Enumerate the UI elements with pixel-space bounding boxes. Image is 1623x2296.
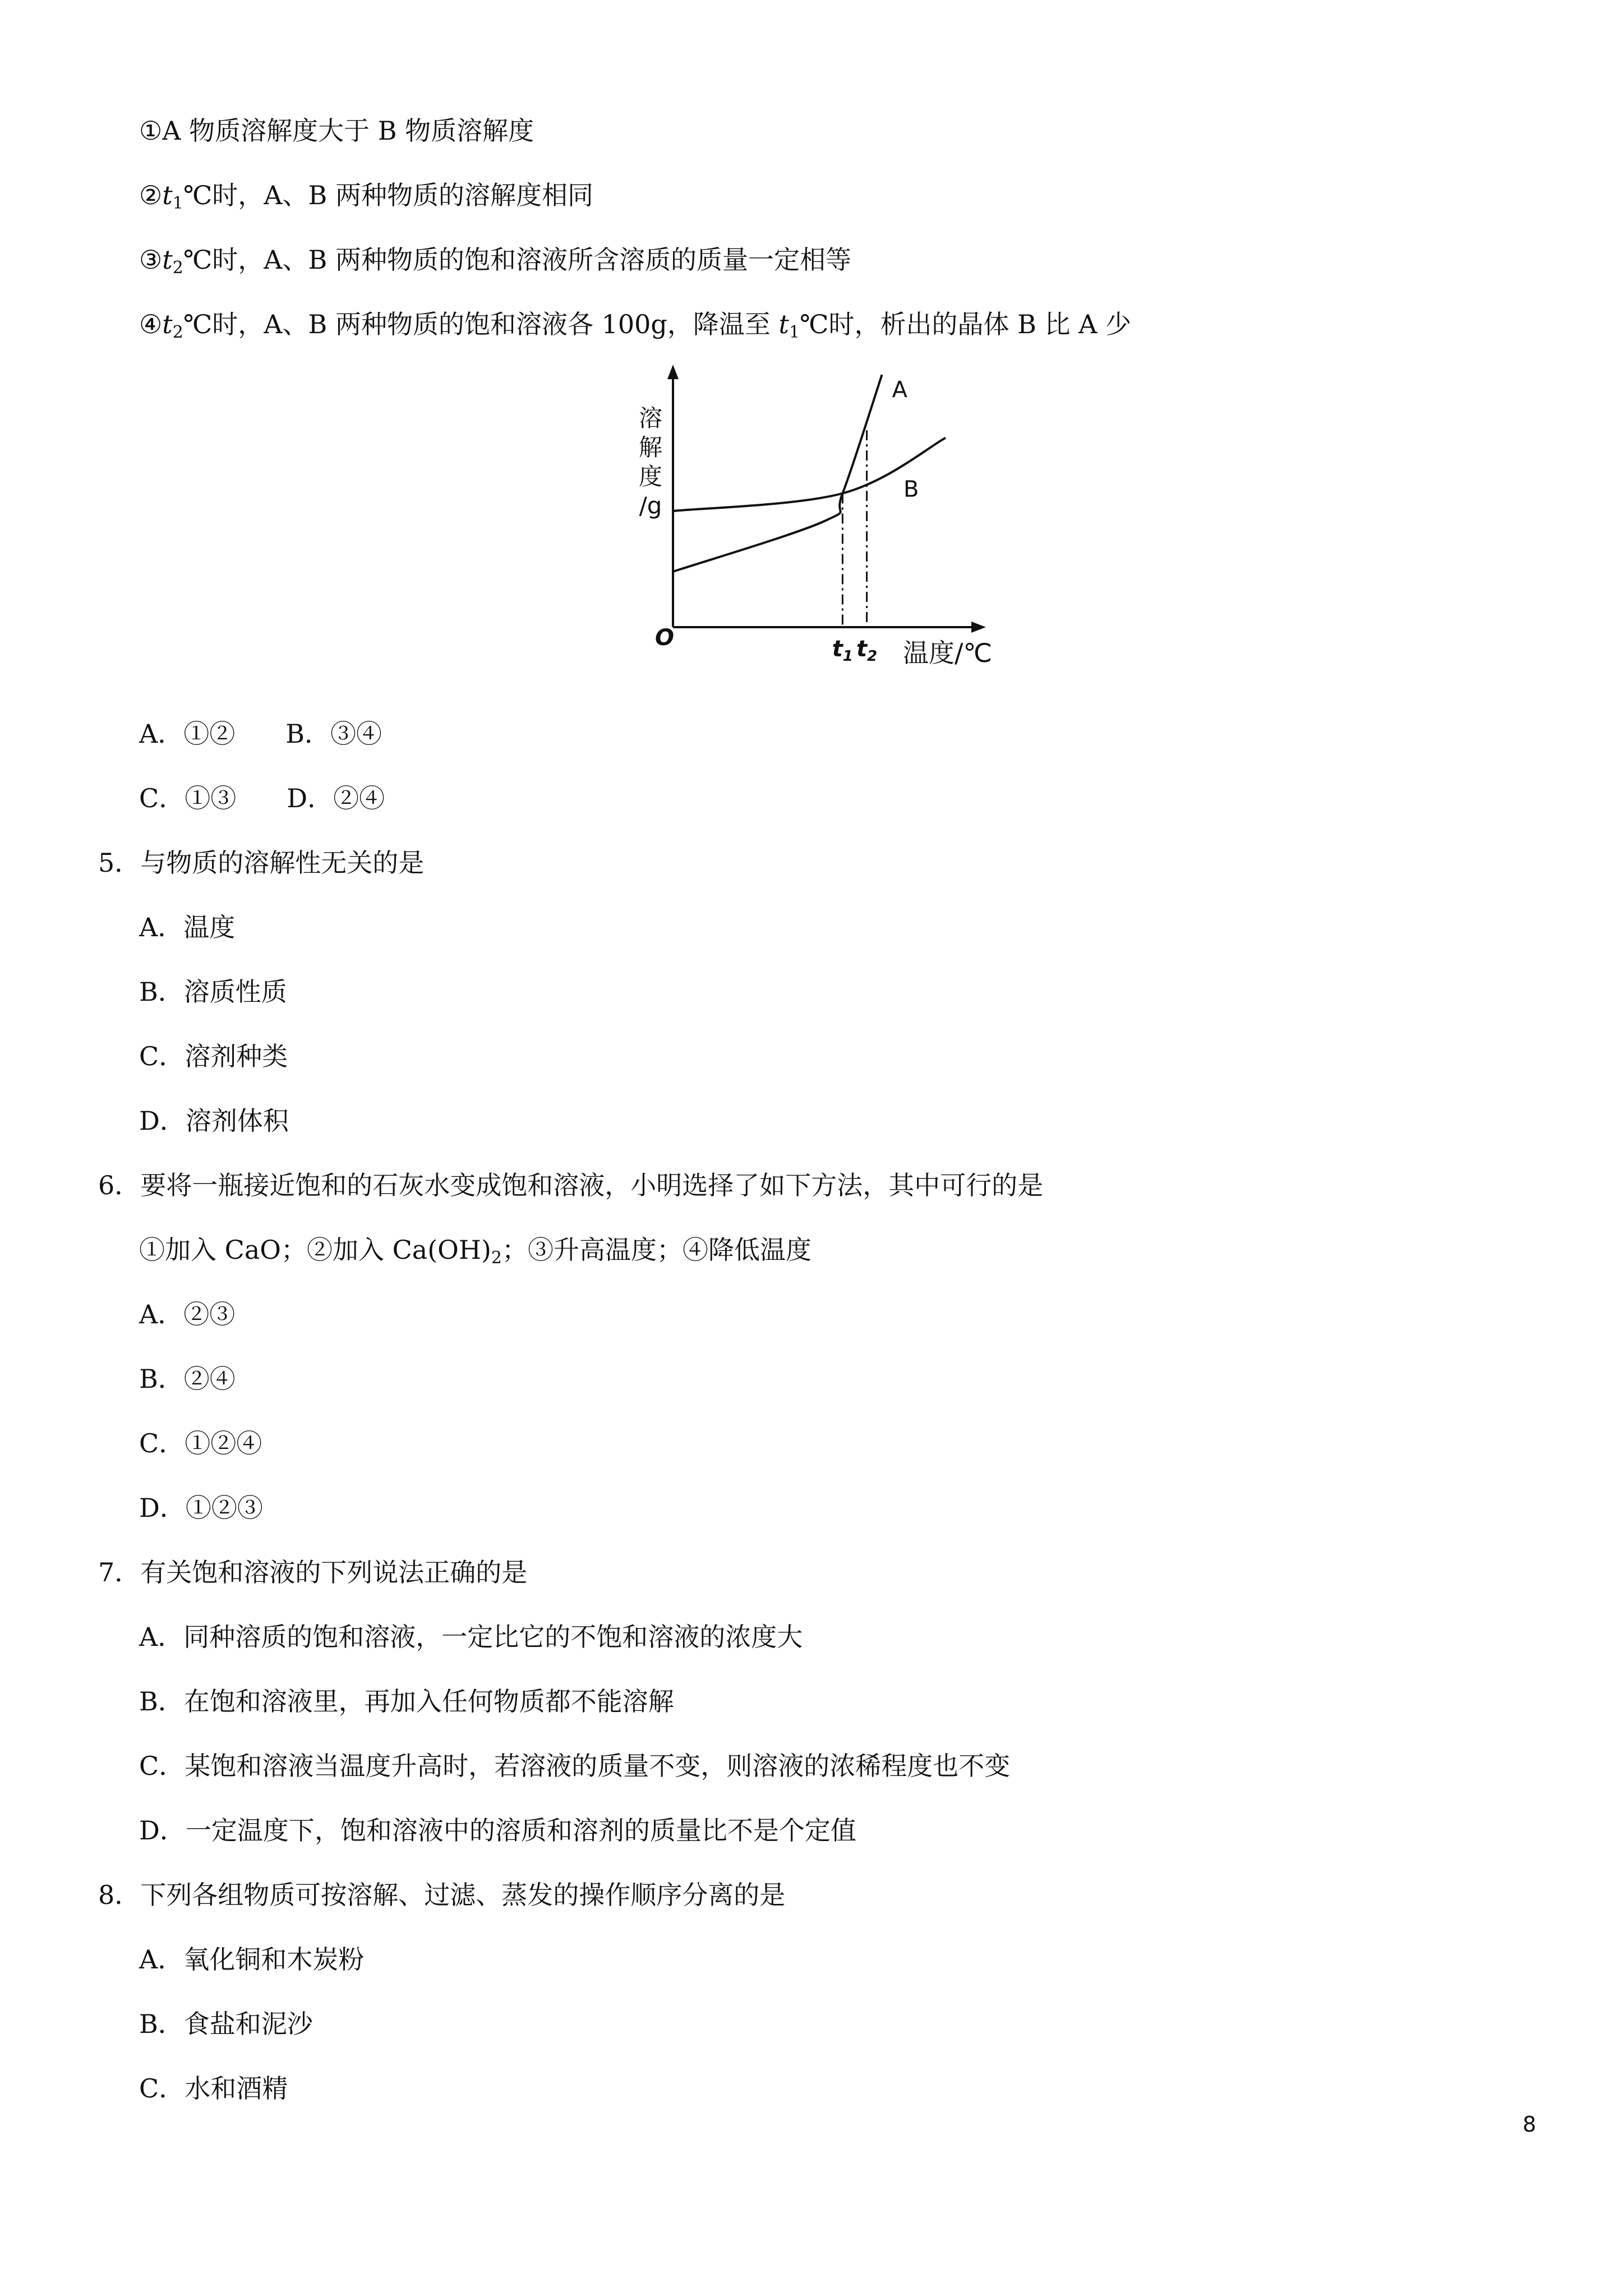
q5-option-d[interactable]: D．溶剂体积 — [139, 1106, 289, 1136]
q8-stem: 8．下列各组物质可按溶解、过滤、蒸发的操作顺序分离的是 — [98, 1880, 786, 1910]
y-label-char: /g — [639, 492, 662, 519]
statement-text: ℃时，析出的晶体 B 比 A 少 — [800, 309, 1132, 339]
y-label-char: 溶 — [638, 404, 663, 432]
y-axis-arrow — [667, 365, 679, 379]
q7-option-a[interactable]: A．同种溶质的饱和溶液，一定比它的不饱和溶液的浓度大 — [139, 1622, 803, 1652]
q6-option-d[interactable]: D．①②③ — [139, 1493, 263, 1523]
temp-subscript: 1 — [789, 323, 800, 342]
t1-tick-label: $t_1$ — [832, 636, 854, 665]
t2-tick-label: $t_2$ — [856, 636, 878, 665]
q4-statement-2 — [139, 182, 593, 212]
statement-text: ①A 物质溶解度大于 B 物质溶解度 — [139, 116, 534, 146]
y-label-char: 度 — [638, 463, 663, 490]
q5-option-c[interactable]: C．溶剂种类 — [139, 1041, 288, 1071]
q5-stem: 5．与物质的溶解性无关的是 — [98, 848, 425, 878]
temp-symbol: t — [162, 309, 173, 339]
series-b-label: B — [903, 476, 919, 503]
q8-option-a[interactable]: A．氧化铜和木炭粉 — [139, 1944, 365, 1975]
q7-stem: 7．有关饱和溶液的下列说法正确的是 — [98, 1557, 528, 1588]
temp-symbol: t — [162, 180, 173, 210]
statement-text: ℃时，A、B 两种物质的饱和溶液所含溶质的质量一定相等 — [183, 245, 851, 275]
q6-option-a[interactable]: A．②③ — [139, 1299, 236, 1329]
methods-text: ；③升高温度；④降低温度 — [502, 1235, 812, 1265]
solubility-chart — [611, 359, 1038, 679]
statement-number: ④ — [139, 309, 163, 339]
option-a[interactable]: A．①② — [139, 719, 236, 749]
x-axis-label: 温度/℃ — [903, 638, 993, 668]
statement-number: ③ — [139, 245, 163, 275]
temp-subscript: 1 — [172, 194, 183, 213]
q4-statement-4 — [139, 311, 1131, 341]
q4-options-row-2 — [139, 785, 385, 811]
x-axis-arrow — [971, 622, 986, 633]
q6-option-c[interactable]: C．①②④ — [139, 1428, 262, 1458]
series-a-line — [673, 375, 882, 572]
origin-label: O — [654, 625, 674, 651]
q6-stem: 6．要将一瓶接近饱和的石灰水变成饱和溶液，小明选择了如下方法，其中可行的是 — [98, 1170, 1044, 1200]
methods-text: ①加入 CaO；②加入 Ca(OH) — [139, 1235, 491, 1265]
q6-option-b[interactable]: B．②④ — [139, 1364, 236, 1394]
statement-number: ② — [139, 180, 163, 210]
q8-option-b[interactable]: B．食盐和泥沙 — [139, 2009, 313, 2039]
series-a-label: A — [892, 377, 907, 403]
q4-options-row-1 — [139, 721, 382, 747]
option-c[interactable]: C．①③ — [139, 783, 237, 813]
y-label-char: 解 — [638, 434, 663, 461]
q7-option-b[interactable]: B．在饱和溶液里，再加入任何物质都不能溶解 — [139, 1686, 674, 1717]
option-d[interactable]: D．②④ — [287, 783, 385, 813]
page-number: 8 — [1523, 2112, 1537, 2137]
q4-statement-3 — [139, 247, 851, 277]
temp-subscript: 2 — [172, 258, 183, 278]
statement-text: ℃时，A、B 两种物质的溶解度相同 — [183, 180, 593, 210]
option-b[interactable]: B．③④ — [285, 719, 382, 749]
formula-subscript: 2 — [491, 1248, 502, 1268]
q8-option-c[interactable]: C．水和酒精 — [139, 2073, 288, 2104]
temp-symbol: t — [778, 309, 789, 339]
q7-option-c[interactable]: C．某饱和溶液当温度升高时，若溶液的质量不变，则溶液的浓稀程度也不变 — [139, 1751, 1011, 1781]
q6-methods — [139, 1237, 811, 1267]
temp-subscript: 2 — [172, 323, 183, 342]
temp-symbol: t — [162, 245, 173, 275]
q4-statement-1 — [139, 118, 534, 144]
q5-option-a[interactable]: A．温度 — [139, 912, 236, 942]
statement-text: ℃时，A、B 两种物质的饱和溶液各 100g，降温至 — [183, 309, 779, 339]
q7-option-d[interactable]: D．一定温度下，饱和溶液中的溶质和溶剂的质量比不是个定值 — [139, 1815, 856, 1846]
q5-option-b[interactable]: B．溶质性质 — [139, 977, 287, 1007]
